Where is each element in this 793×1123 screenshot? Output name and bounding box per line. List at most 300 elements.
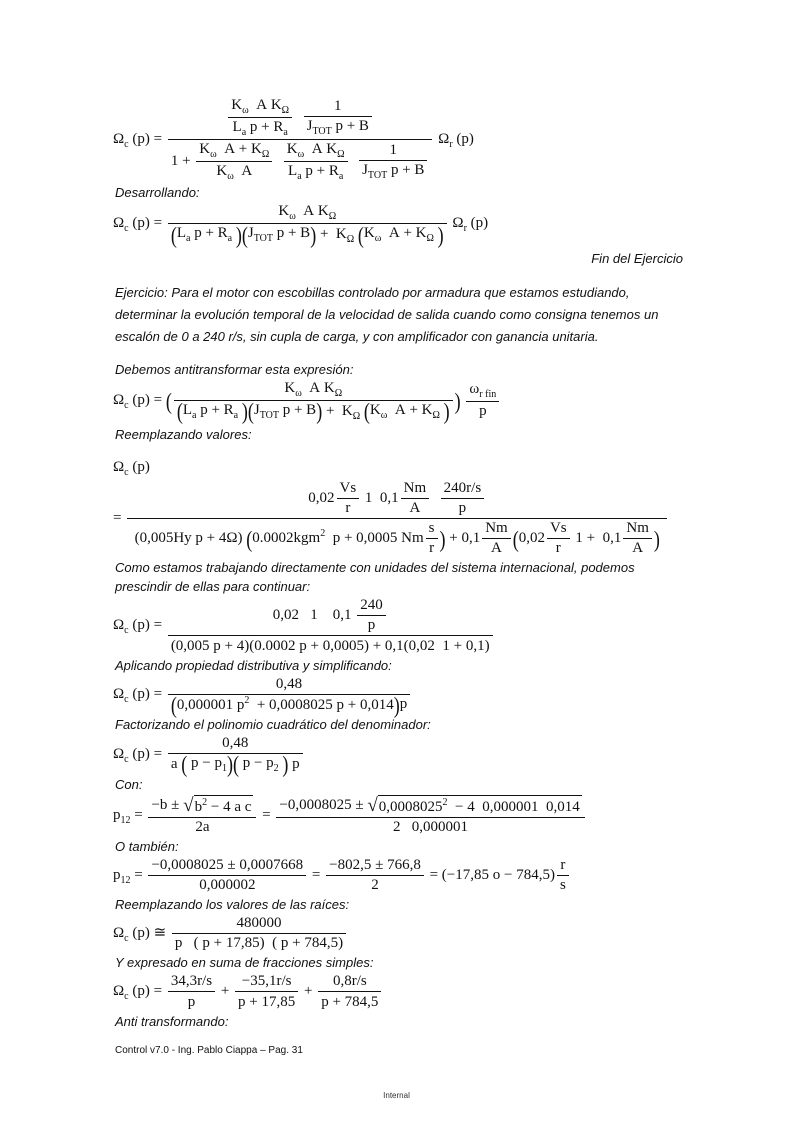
math-text: A + K	[387, 402, 433, 418]
subscript: ω	[227, 171, 234, 182]
math-text: 2a	[195, 818, 210, 835]
equation-partial-fractions	[113, 972, 683, 1011]
math-group	[459, 500, 467, 517]
math-group	[491, 540, 502, 557]
math-text: Nm	[626, 520, 649, 537]
math-text: p + B	[272, 225, 311, 242]
parenthesized	[170, 221, 242, 248]
fraction	[359, 142, 427, 181]
math-text: 1 +	[170, 153, 195, 169]
math-text: Ω	[448, 215, 464, 232]
math-group	[171, 141, 430, 182]
math-text: Ω	[113, 392, 125, 409]
numerator	[357, 597, 386, 616]
math-text: r	[555, 540, 561, 557]
math-text: Ω	[113, 686, 125, 703]
math-text: p + R	[196, 402, 234, 418]
label-o-tambien: O también:	[115, 838, 179, 854]
math-text: A K	[248, 97, 282, 114]
math-text: Ω	[434, 131, 450, 147]
equation-values	[113, 479, 683, 558]
subscript: c	[124, 933, 129, 945]
subscript: a	[191, 409, 197, 421]
denominator	[174, 398, 453, 425]
numerator	[441, 480, 485, 499]
math-text: L	[176, 225, 186, 242]
math-group	[404, 480, 427, 497]
math-text: p + B	[387, 162, 425, 179]
fraction	[304, 98, 372, 137]
left-paren: (	[176, 398, 183, 425]
subscript: a	[227, 233, 233, 244]
math-group	[371, 877, 379, 894]
superscript: 2	[202, 796, 208, 808]
math-text: Ω	[113, 617, 125, 634]
math-text: +	[300, 983, 317, 1000]
math-group	[479, 403, 487, 420]
math-text: −0,0008025 ±	[279, 796, 368, 813]
numerator	[466, 381, 499, 402]
math-group	[307, 118, 369, 137]
equation-developed	[113, 202, 683, 246]
math-text: r	[560, 857, 566, 874]
math-group	[238, 993, 295, 1010]
right-paren: )	[437, 221, 444, 248]
math-text: 0,48	[275, 675, 303, 692]
math-text	[350, 153, 358, 170]
math-text: Vs	[339, 479, 357, 496]
subscript: r fin	[479, 389, 497, 401]
math-text: b	[194, 798, 203, 815]
math-text: A	[632, 540, 644, 557]
math-text: p	[288, 755, 300, 772]
equation-factorized	[113, 734, 683, 778]
label-aplicando: Aplicando propiedad distributiva y simplificando:	[115, 657, 392, 673]
math-text: p − p	[238, 754, 274, 771]
math-text: Ω	[113, 983, 125, 1000]
math-group	[170, 221, 444, 248]
denominator	[228, 118, 292, 138]
label-anti-transformando: Anti transformando:	[115, 1013, 229, 1029]
denominator	[168, 992, 215, 1010]
math-text: A + K	[216, 141, 262, 158]
math-text: p + B	[278, 402, 317, 418]
math-text: 0,000002	[199, 877, 256, 894]
equation-roots-formula	[113, 794, 683, 837]
fraction	[174, 380, 453, 425]
math-text: a	[170, 755, 182, 772]
square-root	[367, 795, 581, 816]
right-paren: )	[439, 525, 446, 552]
subscript: c	[124, 991, 129, 1003]
math-text: 1 0,1	[361, 489, 399, 506]
denominator	[401, 499, 430, 517]
equation-step-input	[113, 379, 683, 423]
math-group	[195, 798, 252, 816]
math-text: +	[217, 983, 234, 1000]
math-text: =	[130, 867, 147, 884]
right-paren: )	[282, 751, 289, 778]
denominator	[357, 616, 386, 634]
math-text: = (−17,85 o − 784,5)	[425, 867, 555, 884]
math-group	[287, 141, 345, 160]
fraction	[401, 480, 430, 517]
document-body	[113, 96, 683, 1031]
denominator	[168, 691, 410, 718]
math-text: K	[286, 141, 298, 158]
math-text: =	[130, 806, 147, 823]
math-text: 34,3r/s	[170, 973, 213, 990]
math-group	[248, 225, 310, 244]
math-text: p − p	[187, 754, 222, 771]
math-text: −35,1r/s	[241, 973, 292, 990]
left-paren: (	[170, 221, 177, 248]
math-text: K	[199, 141, 211, 158]
denominator	[426, 539, 438, 557]
left-paren: (	[247, 398, 254, 425]
math-text: p	[113, 806, 121, 823]
subscript: c	[124, 694, 129, 706]
left-paren: (	[170, 691, 177, 718]
subscript: a	[283, 127, 288, 138]
subscript: a	[241, 127, 247, 138]
numerator	[326, 857, 424, 876]
subscript: c	[124, 223, 129, 235]
numerator	[168, 97, 433, 140]
denominator	[127, 519, 667, 557]
math-group	[172, 380, 455, 425]
subscript: r	[449, 138, 453, 150]
math-text: K	[278, 203, 290, 220]
numerator	[557, 857, 569, 876]
math-group	[370, 402, 444, 421]
denominator	[196, 162, 272, 182]
fraction	[547, 520, 570, 557]
math-group	[226, 97, 374, 138]
math-text: J	[306, 118, 313, 135]
exercise-line-1: Ejercicio: Para el motor con escobillas controlado por armadura que estamos estudiando,	[115, 284, 630, 300]
math-group	[175, 935, 343, 952]
math-group	[276, 676, 302, 693]
fraction	[318, 973, 381, 1010]
equation-with-roots	[113, 914, 683, 953]
math-text: p	[113, 867, 121, 884]
math-text: 0,000001 p	[176, 696, 245, 713]
fraction	[168, 597, 493, 654]
math-group	[279, 795, 581, 816]
fraction	[168, 203, 447, 248]
left-paren: (	[512, 525, 519, 552]
math-text	[294, 109, 302, 126]
math-text: 1	[389, 142, 397, 159]
denominator	[148, 818, 256, 836]
math-text: (p)	[452, 131, 474, 147]
page-footer: Control v7.0 - Ing. Pablo Ciappa – Pag. 31	[115, 1045, 303, 1056]
math-group	[242, 973, 292, 990]
numerator	[547, 520, 570, 539]
math-group	[485, 520, 508, 537]
denominator	[235, 992, 298, 1010]
como-line-1: Como estamos trabajando directamente con unidades del sistema internacional, podemos	[115, 560, 635, 576]
math-text: (p) =	[128, 215, 166, 232]
math-text: =	[308, 867, 325, 884]
subscript: 1	[221, 762, 227, 774]
math-text: 0.0002kgm	[252, 530, 321, 547]
math-text: p	[399, 696, 408, 713]
math-group	[199, 141, 269, 160]
math-text: p	[187, 993, 196, 1010]
math-text: (p) ≅	[128, 925, 170, 942]
math-text: s	[428, 520, 435, 537]
math-group	[151, 857, 303, 874]
math-text: A + K	[381, 225, 427, 242]
math-group	[231, 97, 289, 116]
math-group	[368, 617, 376, 634]
right-paren: )	[316, 398, 323, 425]
parenthesized	[232, 751, 289, 778]
parenthesized	[241, 221, 317, 248]
math-group	[626, 520, 649, 537]
math-group	[135, 520, 660, 557]
math-group	[519, 520, 654, 557]
math-text: 2	[371, 877, 379, 894]
math-group	[556, 540, 561, 557]
math-group	[170, 691, 408, 718]
superscript: 2	[320, 528, 326, 540]
numerator	[284, 141, 348, 162]
fraction	[284, 141, 348, 182]
math-text: 0,0008025	[378, 798, 443, 815]
math-text: 0,48	[222, 734, 249, 751]
subscript: TOT	[312, 126, 332, 138]
fraction	[168, 675, 410, 718]
math-text: (0,005Hy p + 4Ω)	[134, 530, 247, 547]
math-text: p + 0,0005 Nm	[325, 530, 424, 547]
subscript: ω	[210, 149, 217, 160]
subscript: c	[124, 753, 129, 765]
subscript: 2	[273, 762, 279, 774]
right-paren: )	[310, 221, 317, 248]
math-group	[340, 480, 357, 497]
como-line-2: prescindir de ellas para continuar:	[115, 579, 311, 595]
radicand	[378, 795, 582, 816]
numerator	[337, 480, 360, 499]
math-text: A K	[304, 141, 338, 158]
math-text: p + R	[246, 119, 284, 136]
subscript: c	[124, 625, 129, 637]
math-text: −802,5 ± 766,8	[329, 857, 421, 874]
parenthesized	[165, 380, 461, 425]
math-text: Ω	[113, 458, 125, 475]
math-text	[461, 392, 465, 409]
math-text: J	[247, 225, 254, 242]
denominator	[318, 992, 381, 1010]
math-text: p	[367, 617, 376, 634]
fraction	[441, 480, 485, 517]
math-group	[278, 203, 336, 222]
math-group	[233, 119, 288, 138]
math-text: K	[216, 163, 228, 180]
subscript: ω	[289, 211, 296, 222]
math-text: + K	[316, 226, 347, 242]
right-paren: )	[226, 751, 233, 778]
fraction	[127, 480, 667, 557]
math-group	[288, 163, 343, 182]
numerator	[426, 520, 438, 539]
math-text: =	[258, 806, 275, 823]
denominator	[441, 499, 485, 517]
right-paren: )	[241, 398, 248, 425]
fraction	[196, 141, 272, 182]
math-group	[239, 755, 282, 774]
subscript: c	[124, 138, 129, 150]
math-text	[274, 153, 282, 170]
label-factorizando: Factorizando el polinomio cuadrático del denominador:	[115, 716, 431, 732]
denominator	[482, 539, 511, 557]
math-text: A	[491, 540, 502, 557]
math-text: L	[232, 119, 242, 136]
math-text: K	[284, 380, 296, 396]
math-text: p ( p + 17,85) ( p + 784,5)	[174, 935, 344, 952]
denominator	[148, 876, 306, 894]
math-text: (p) =	[128, 617, 166, 634]
math-group	[333, 973, 367, 990]
math-group	[410, 500, 421, 517]
fraction	[168, 734, 303, 778]
math-group	[362, 162, 424, 181]
math-text: −b ±	[151, 796, 184, 813]
subscript: Ω	[432, 409, 440, 421]
left-paren: (	[181, 751, 188, 778]
fraction	[276, 795, 584, 836]
math-group	[216, 163, 252, 182]
equation-roots-values	[113, 856, 683, 895]
math-text: 1	[334, 98, 342, 115]
math-text: + K	[322, 402, 353, 419]
math-group	[329, 857, 421, 874]
math-text: 0,02 1 0,1	[272, 607, 356, 624]
subscript: a	[185, 233, 191, 244]
math-text: A K	[295, 203, 329, 220]
denominator	[557, 876, 569, 894]
math-text: Ω	[113, 925, 125, 942]
denominator	[304, 117, 372, 137]
numerator	[174, 380, 453, 401]
fraction	[235, 973, 298, 1010]
numerator	[318, 973, 381, 992]
subscript: Ω	[261, 149, 270, 160]
subscript: ω	[380, 409, 388, 421]
fraction	[426, 520, 438, 557]
math-group	[237, 915, 282, 932]
math-group	[345, 500, 350, 517]
subscript: ω	[374, 233, 382, 244]
math-group	[393, 819, 468, 836]
subscript: 12	[120, 814, 131, 826]
subscript: Ω	[334, 387, 343, 399]
math-group	[334, 98, 342, 115]
numerator	[168, 676, 410, 695]
math-group	[284, 380, 342, 399]
math-text: 0,02	[518, 530, 545, 547]
denominator	[168, 140, 433, 182]
math-group	[560, 857, 565, 874]
equation-closed-loop	[113, 96, 683, 183]
math-text: p + R	[190, 225, 228, 242]
subscript: ω	[297, 149, 305, 160]
label-con: Con:	[115, 776, 143, 792]
denominator	[168, 636, 493, 654]
math-text: (0,005 p + 4)(0.0002 p + 0,0005) + 0,1(0,02 1 + 0,1)	[170, 637, 490, 654]
denominator	[359, 161, 427, 181]
math-text: p + B	[331, 118, 369, 135]
math-group	[170, 751, 300, 778]
math-text: A K	[301, 380, 335, 396]
math-text: p + R	[301, 163, 339, 180]
math-text: ω	[469, 381, 480, 398]
equation-simplified	[113, 675, 683, 718]
denominator	[276, 818, 584, 836]
math-text: (p) =	[128, 686, 166, 703]
label-reemplazando-raices: Reemplazando los valores de las raíces:	[115, 897, 350, 913]
equation-numeric	[113, 596, 683, 655]
parenthesized	[513, 520, 660, 557]
denominator	[326, 876, 424, 894]
math-text: (p) =	[128, 983, 166, 1000]
math-group	[444, 480, 482, 497]
left-paren: (	[246, 525, 253, 552]
end-of-exercise: Fin del Ejercicio	[591, 250, 683, 266]
math-text: 480000	[236, 915, 282, 932]
numerator	[359, 142, 427, 161]
denominator	[172, 934, 346, 952]
math-group	[632, 540, 643, 557]
math-group	[273, 597, 388, 634]
numerator	[235, 973, 298, 992]
subscript: TOT	[367, 170, 388, 182]
radical-sign: √	[367, 794, 378, 816]
numerator	[482, 520, 511, 539]
numerator	[168, 203, 447, 224]
math-group	[560, 877, 566, 894]
math-text: (p) =	[128, 392, 166, 409]
math-group	[222, 735, 248, 752]
math-text: (p) =	[128, 131, 166, 147]
left-paren: (	[165, 387, 172, 414]
numerator	[172, 915, 346, 934]
numerator	[623, 520, 652, 539]
math-text: A	[233, 163, 253, 180]
radicand	[194, 795, 254, 816]
right-paren: )	[393, 691, 400, 718]
math-group	[199, 877, 255, 894]
fraction	[466, 381, 499, 420]
label-desarrollando: Desarrollando:	[115, 185, 200, 200]
subscript: Ω	[426, 233, 434, 244]
math-text: A	[409, 500, 421, 517]
math-group	[252, 520, 439, 557]
exercise-line-2: determinar la evolución temporal de la velocidad de salida cuando como consigna tenemos un	[115, 306, 659, 322]
math-text: + 0,1	[445, 530, 481, 547]
math-text: + 0,0008025 p + 0,014	[249, 696, 394, 713]
math-group	[469, 381, 496, 400]
right-paren: )	[443, 398, 450, 425]
subscript: a	[233, 409, 239, 421]
subscript: ω	[242, 105, 249, 116]
denominator	[623, 539, 652, 557]
math-text: r	[429, 540, 435, 557]
math-text: Nm	[485, 520, 508, 537]
